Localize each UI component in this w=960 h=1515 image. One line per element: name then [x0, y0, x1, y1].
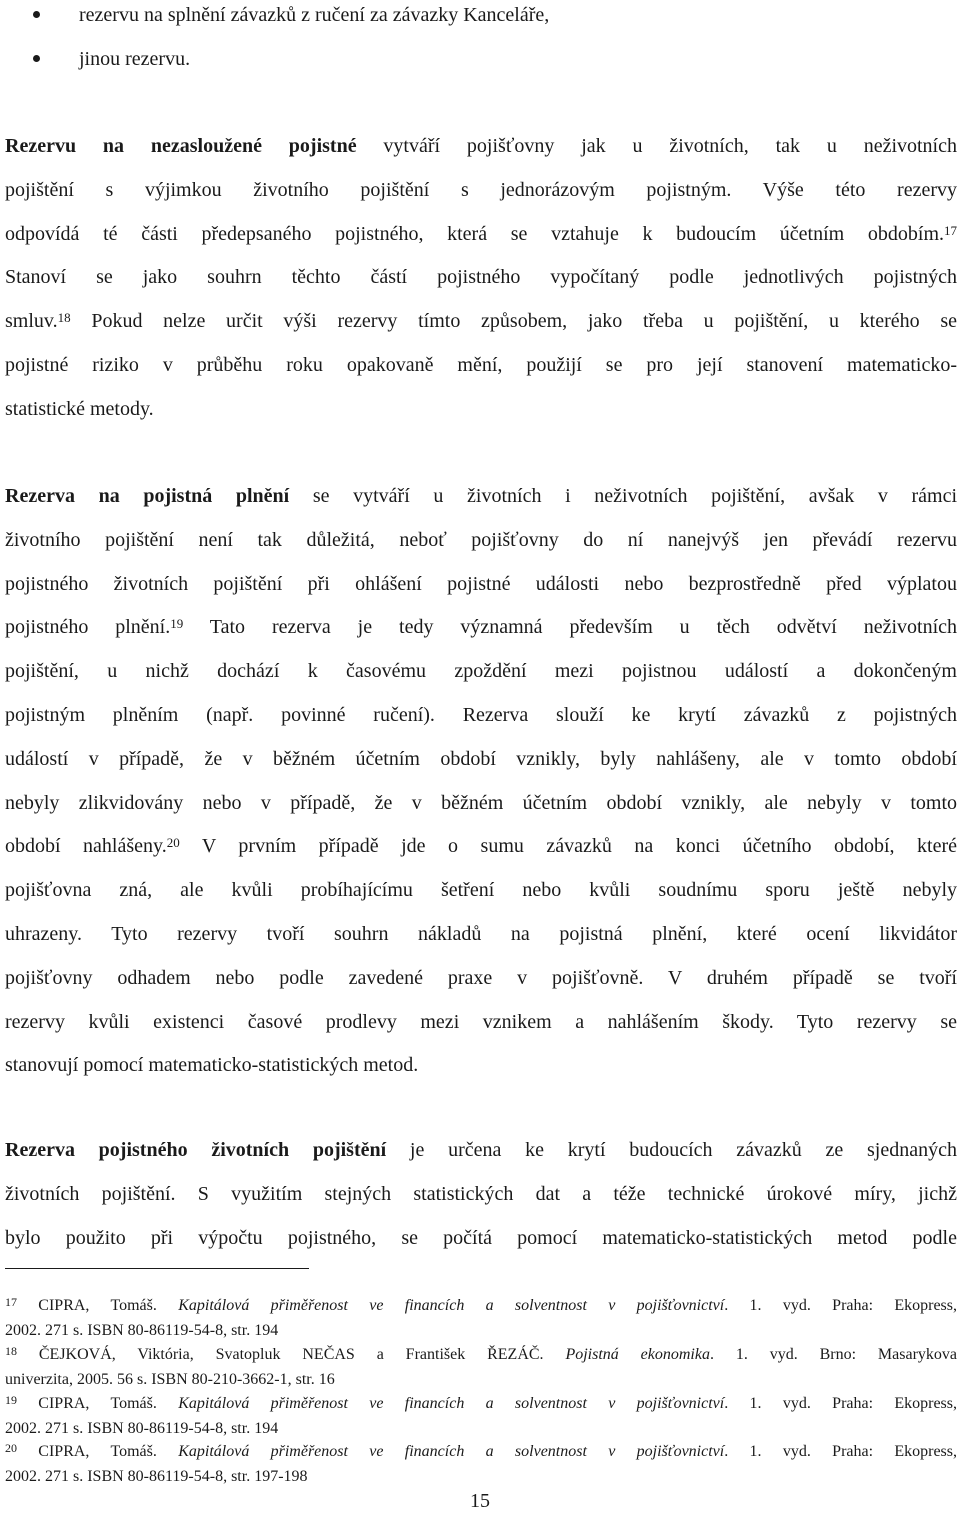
text-run: Tato rezerva je tedy významná především u těch odvětví neživotních: [183, 616, 957, 639]
footnote-number: 18: [5, 1344, 17, 1358]
text-run: smluv.: [5, 310, 58, 333]
paragraph-heading: Rezerva na pojistná plnění: [5, 485, 290, 507]
footnote-line: [5, 1440, 957, 1465]
footnote-separator: [5, 1268, 309, 1269]
text-run: se vytváří u životních i neživotních pojištění, avšak v rámci: [289, 485, 957, 507]
text-line: Stanoví se jako souhrn těchto částí pojistného vypočítaný podle jednotlivých pojistných: [5, 266, 957, 289]
footnote-title: Kapitálová přiměřenost ve financích a solventnost v pojišťovnictví: [178, 1297, 725, 1314]
paragraph-unearned-premium: [5, 131, 957, 438]
paragraph-life-reserve: [5, 1135, 957, 1266]
page-number: 15: [470, 1490, 490, 1512]
text-line: [5, 481, 957, 525]
paragraph-claims-reserve: [5, 481, 957, 1094]
text-line: pojišťovny odhadem nebo podle zavedené praxe v pojišťovně. V druhém případě se tvoří: [5, 966, 957, 989]
bullet-icon: [33, 11, 40, 18]
text-run: . 1. vyd. Praha: Ekopress,: [724, 1395, 958, 1412]
text-run: V prvním případě jde o sumu závazků na konci účetního období, které: [179, 835, 957, 858]
text-line: uhrazeny. Tyto rezervy tvoří souhrn nákladů na pojistná plnění, které ocení likvidátor: [5, 922, 957, 945]
text-run: odpovídá té části předepsaného pojistného, která se vztahuje k budoucím účetním obdobím.: [5, 222, 944, 245]
text-line: pojistné riziko v průběhu roku opakovaně mění, použijí se pro její stanovení matematicko-: [5, 353, 957, 376]
footnote-line: [5, 1343, 957, 1368]
text-run: CIPRA, Tomáš.: [17, 1297, 179, 1314]
text-line: rezervy kvůli existenci časové prodlevy mezi vznikem a nahlášením škody. Tyto rezervy se: [5, 1010, 957, 1033]
footnote-line: 2002. 271 s. ISBN 80-86119-54-8, str. 194: [5, 1321, 279, 1339]
list-item-text: jinou rezervu.: [79, 48, 191, 70]
paragraph-heading: Rezervu na nezasloužené pojistné: [5, 135, 357, 157]
footnote-ref-20[interactable]: 20: [166, 835, 180, 851]
footnote-ref-18[interactable]: 18: [57, 310, 71, 326]
footnote-ref-17[interactable]: 17: [944, 222, 957, 238]
footnote-number: 17: [5, 1295, 17, 1309]
footnote-title: Kapitálová přiměřenost ve financích a solventnost v pojišťovnictví: [178, 1443, 725, 1460]
text-line: stanovují pomocí matematicko-statistických metod.: [5, 1054, 419, 1077]
text-run: . 1. vyd. Praha: Ekopress,: [724, 1443, 958, 1460]
list-item: [0, 0, 960, 30]
text-line: [5, 612, 957, 656]
text-run: vytváří pojišťovny jak u životních, tak u neživotních: [356, 135, 957, 157]
footnote: [5, 1440, 957, 1489]
text-line: pojištění s výjimkou životního pojištění s jednorázovým pojistným. Výše této rezervy: [5, 178, 957, 201]
footnote: [5, 1392, 957, 1441]
text-run: pojistného plnění.: [5, 616, 171, 639]
footnote-number: 19: [5, 1393, 17, 1407]
text-line: [5, 219, 957, 263]
footnote: [5, 1294, 957, 1343]
text-line: pojistného životních pojištění při ohlášení pojistné události nebo bezprostředně před výplatou: [5, 572, 957, 595]
footnote-title: Kapitálová přiměřenost ve financích a solventnost v pojišťovnictví: [178, 1395, 725, 1412]
text-line: událostí v případě, že v běžném účetním období vznikly, byly nahlášeny, ale v tomto období: [5, 747, 957, 770]
footnote: [5, 1343, 957, 1392]
text-line: bylo použito při výpočtu pojistného, se počítá pomocí matematicko-statistických metod podle: [5, 1226, 957, 1249]
text-run: . 1. vyd. Praha: Ekopress,: [724, 1297, 958, 1314]
text-run: je určena ke krytí budoucích závazků ze sjednaných: [386, 1139, 957, 1161]
footnote-line: [5, 1392, 957, 1417]
text-line: pojišťovna zná, ale kvůli probíhajícímu šetření nebo kvůli soudnímu sporu ještě nebyly: [5, 879, 957, 902]
footnote-line: 2002. 271 s. ISBN 80-86119-54-8, str. 197-198: [5, 1467, 308, 1485]
footnote-number: 20: [5, 1441, 17, 1455]
text-line: [5, 1135, 957, 1179]
text-line: [5, 131, 957, 175]
text-run: . 1. vyd. Brno: Masarykova: [709, 1346, 958, 1363]
footnote-line: [5, 1294, 957, 1319]
footnote-line: 2002. 271 s. ISBN 80-86119-54-8, str. 194: [5, 1419, 279, 1437]
text-run: ČEJKOVÁ, Viktória, Svatopluk NEČAS a František ŘEZÁČ.: [17, 1346, 566, 1363]
text-line: nebyly zlikvidovány nebo v případě, že v běžném účetním období vznikly, ale nebyly v tomto: [5, 791, 957, 814]
list-item-text: rezervu na splnění závazků z ručení za závazky Kanceláře,: [79, 4, 550, 26]
text-line: [5, 306, 957, 350]
text-run: Pokud nelze určit výši rezervy tímto způsobem, jako třeba u pojištění, u kterého se: [70, 310, 957, 333]
footnote-line: univerzita, 2005. 56 s. ISBN 80-210-3662-1, str. 16: [5, 1370, 335, 1388]
text-run: CIPRA, Tomáš.: [17, 1395, 179, 1412]
footnote-ref-19[interactable]: 19: [170, 616, 184, 632]
text-line: životních pojištění. S využitím stejných statistických dat a téže technické úrokové míry, jichž: [5, 1182, 957, 1205]
list-item: [0, 44, 960, 74]
text-run: CIPRA, Tomáš.: [17, 1443, 179, 1460]
text-line: pojistným plněním (např. povinné ručení). Rezerva slouží ke krytí závazků z pojistných: [5, 703, 957, 726]
bullet-icon: [33, 55, 40, 62]
text-line: životního pojištění není tak důležitá, neboť pojišťovny do ní nanejvýš jen převádí rezervu: [5, 528, 957, 551]
paragraph-heading: Rezerva pojistného životních pojištění: [5, 1139, 387, 1161]
text-line: statistické metody.: [5, 397, 154, 420]
text-line: pojištění, u nichž dochází k časovému zpoždění mezi pojistnou událostí a dokončeným: [5, 660, 957, 683]
text-run: období nahlášeny.: [5, 835, 167, 858]
footnote-title: Pojistná ekonomika: [565, 1346, 710, 1363]
text-line: [5, 831, 957, 875]
